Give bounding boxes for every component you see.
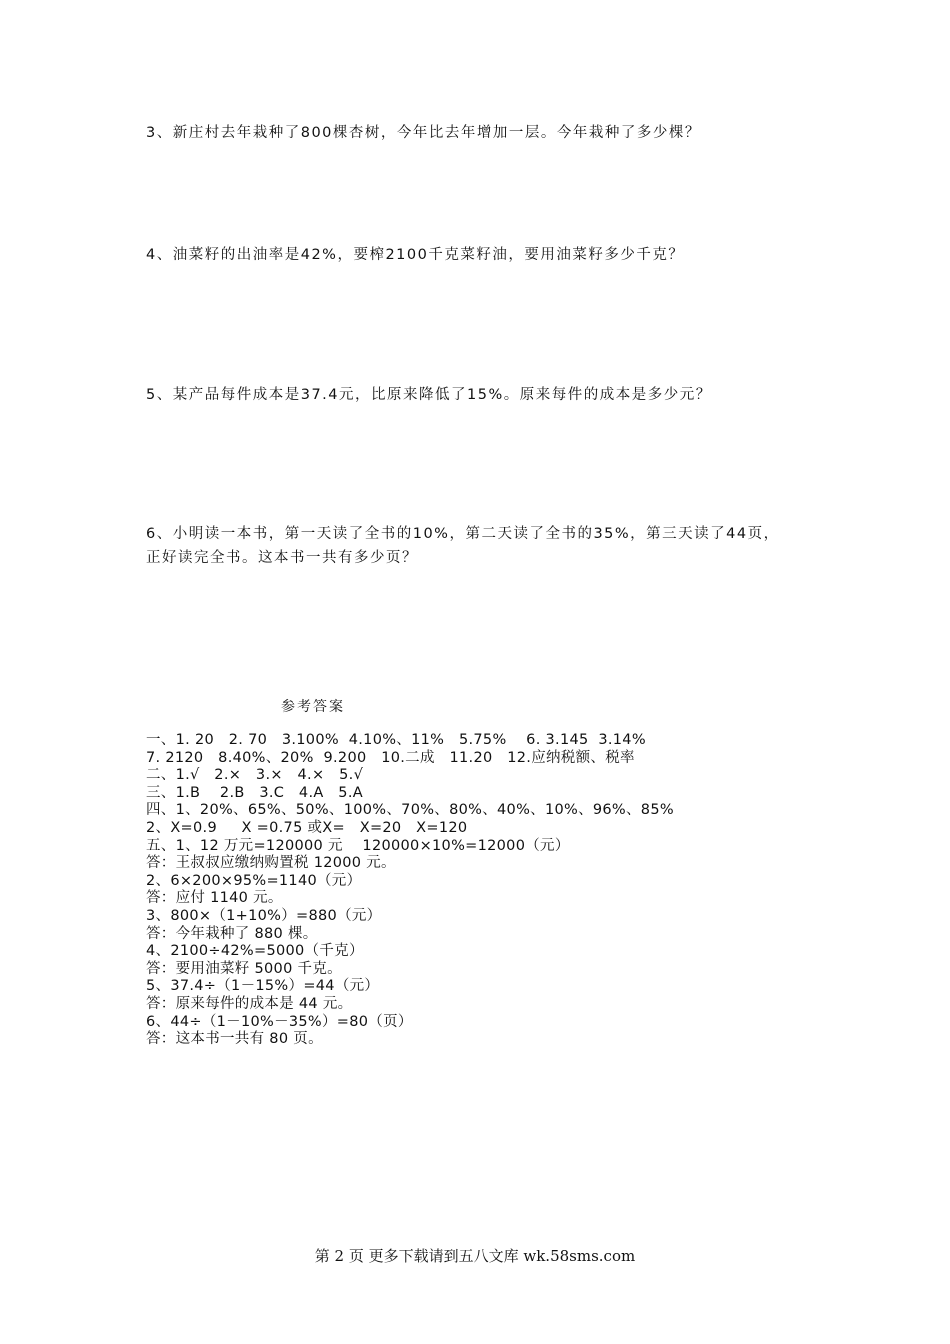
question-5: 5、某产品每件成本是37.4元，比原来降低了15%。原来每件的成本是多少元？ xyxy=(146,387,712,403)
answers-heading: 参考答案 xyxy=(281,699,345,715)
answer-line: 答：这本书一共有 80 页。 xyxy=(146,1031,323,1048)
answer-line: 2、X=0.9 X =0.75 或X= X=20 X=120 xyxy=(146,819,468,836)
answer-line: 7. 2120 8.40%、20% 9.200 10.二成 11.20 12.应纳税额、税率 xyxy=(146,749,635,766)
answer-line: 4、2100÷42%=5000（千克） xyxy=(146,943,364,960)
answer-line: 答：原来每件的成本是 44 元。 xyxy=(146,995,353,1012)
answer-line: 一、1. 20 2. 70 3.100% 4.10%、11% 5.75% 6. 3.145 3.14% xyxy=(146,732,646,748)
answer-line: 2、6×200×95%=1140（元） xyxy=(146,872,362,889)
answer-line: 三、1.B 2.B 3.C 4.A 5.A xyxy=(146,784,363,801)
answer-line: 四、1、20%、65%、50%、100%、70%、80%、40%、10%、96%、85% xyxy=(146,802,674,819)
answer-list xyxy=(146,732,826,1049)
answer-line: 3、800×（1+10%）=880（元） xyxy=(146,907,382,924)
question-6-line-2: 正好读完全书。这本书一共有多少页？ xyxy=(146,550,418,566)
answer-line: 答：今年栽种了 880 棵。 xyxy=(146,925,318,942)
answer-line: 6、44÷（1－10%－35%）=80（页） xyxy=(146,1013,413,1030)
answer-line: 答：应付 1140 元。 xyxy=(146,890,283,907)
answer-line: 答：王叔叔应缴纳购置税 12000 元。 xyxy=(146,855,396,872)
question-6 xyxy=(146,522,816,570)
question-4: 4、油菜籽的出油率是42%，要榨2100千克菜籽油，要用油菜籽多少千克？ xyxy=(146,247,685,263)
answer-line: 五、1、12 万元=120000 元 120000×10%=12000（元） xyxy=(146,837,570,854)
answer-line: 二、1.√ 2.× 3.× 4.× 5.√ xyxy=(146,767,364,784)
question-3: 3、新庄村去年栽种了800棵杏树，今年比去年增加一层。今年栽种了多少棵？ xyxy=(146,125,701,141)
question-6-line-1: 6、小明读一本书，第一天读了全书的10%，第二天读了全书的35%，第三天读了44页， xyxy=(146,526,780,542)
page-footer: 第 2 页 更多下载请到五八文库 wk.58sms.com xyxy=(314,1247,636,1265)
answer-line: 5、37.4÷（1－15%）=44（元） xyxy=(146,978,380,995)
answer-line: 答：要用油菜籽 5000 千克。 xyxy=(146,960,342,977)
